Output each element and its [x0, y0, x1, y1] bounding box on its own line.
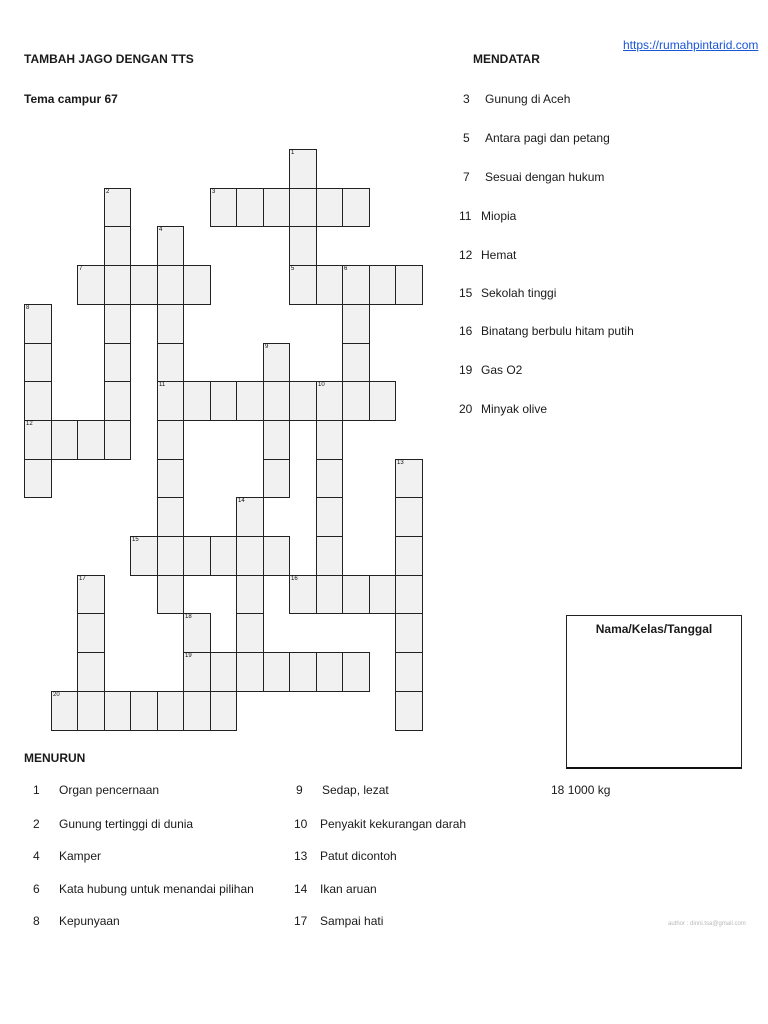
- cell-number: 9: [265, 344, 269, 350]
- grid-cell[interactable]: [236, 613, 264, 653]
- grid-cell[interactable]: [263, 459, 290, 498]
- grid-cell[interactable]: [104, 691, 131, 731]
- cell-number: 8: [26, 305, 30, 311]
- grid-cell[interactable]: [77, 613, 105, 653]
- cell-number: 1: [291, 150, 295, 156]
- grid-cell[interactable]: [289, 188, 317, 227]
- across-clue: [463, 131, 610, 145]
- clue-number: 2: [33, 817, 40, 831]
- cell-number: 20: [53, 692, 60, 698]
- across-clue: [459, 363, 522, 377]
- grid-cell[interactable]: [157, 420, 184, 460]
- grid-cell[interactable]: [210, 188, 237, 227]
- cell-number: 6: [344, 266, 348, 272]
- grid-cell[interactable]: [24, 420, 52, 460]
- grid-cell[interactable]: [289, 652, 317, 692]
- down-clue: [33, 849, 101, 863]
- clue-number: 9: [296, 783, 303, 797]
- grid-cell[interactable]: [316, 497, 343, 537]
- grid-cell[interactable]: [395, 536, 423, 576]
- grid-cell[interactable]: [395, 497, 423, 537]
- grid-cell[interactable]: [395, 691, 423, 731]
- across-clue: [463, 92, 570, 106]
- across-clue: [459, 324, 634, 338]
- grid-cell[interactable]: [316, 420, 343, 460]
- clue-number: 10: [294, 817, 308, 831]
- across-clue: [459, 209, 516, 223]
- clue-number: 13: [294, 849, 308, 863]
- grid-cell[interactable]: [157, 304, 184, 344]
- grid-cell[interactable]: [342, 304, 370, 344]
- grid-cell[interactable]: [24, 304, 52, 344]
- down-clue: [33, 882, 254, 896]
- grid-cell[interactable]: [77, 691, 105, 731]
- grid-cell[interactable]: [183, 536, 211, 576]
- cell-number: 5: [291, 266, 295, 272]
- grid-cell[interactable]: [210, 536, 237, 576]
- grid-cell[interactable]: [77, 420, 105, 460]
- clue-text: Kamper: [59, 849, 102, 863]
- grid-cell[interactable]: [263, 420, 290, 460]
- grid-cell[interactable]: [236, 381, 264, 421]
- clue-text: Hemat: [481, 248, 517, 262]
- grid-cell[interactable]: [157, 536, 184, 576]
- clue-text: Sekolah tinggi: [481, 286, 557, 300]
- cell-number: 3: [212, 189, 216, 195]
- cell-number: 10: [318, 382, 325, 388]
- grid-cell[interactable]: [236, 188, 264, 227]
- clue-text: Kepunyaan: [59, 914, 120, 928]
- grid-cell[interactable]: [395, 613, 423, 653]
- grid-cell[interactable]: [157, 691, 184, 731]
- cell-number: 16: [291, 576, 298, 582]
- grid-cell[interactable]: [77, 652, 105, 692]
- across-clue: [463, 170, 604, 184]
- down-clue: [296, 783, 389, 797]
- cell-number: 2: [106, 189, 110, 195]
- grid-cell[interactable]: [104, 188, 131, 227]
- cell-number: 18: [185, 614, 192, 620]
- grid-cell[interactable]: [157, 459, 184, 498]
- grid-cell[interactable]: [210, 691, 237, 731]
- down-clue: [33, 783, 159, 797]
- grid-cell[interactable]: [316, 459, 343, 498]
- clue-number: 8: [33, 914, 40, 928]
- grid-cell[interactable]: [263, 652, 290, 692]
- across-clue: [459, 286, 556, 300]
- grid-cell[interactable]: [210, 381, 237, 421]
- clue-text: Penyakit kekurangan darah: [320, 817, 467, 831]
- grid-cell[interactable]: [263, 188, 290, 227]
- grid-cell[interactable]: [395, 265, 423, 305]
- down-clue: [551, 783, 610, 797]
- clue-text: Sedap, lezat: [322, 783, 389, 797]
- clue-number: 11: [459, 209, 472, 223]
- cell-number: 12: [26, 421, 33, 427]
- clue-text: Gunung tertinggi di dunia: [59, 817, 194, 831]
- clue-text: Gas O2: [481, 363, 523, 377]
- grid-cell[interactable]: [183, 652, 211, 692]
- grid-cell[interactable]: [395, 652, 423, 692]
- name-box-label: Nama/Kelas/Tanggal: [595, 622, 713, 636]
- clue-text: Kata hubung untuk menandai pilihan: [59, 882, 254, 896]
- grid-cell[interactable]: [24, 381, 52, 421]
- clue-number: 20: [459, 402, 473, 416]
- down-clue: [33, 817, 193, 831]
- grid-cell[interactable]: [183, 265, 211, 305]
- grid-cell[interactable]: [263, 343, 290, 382]
- grid-cell[interactable]: [289, 226, 317, 266]
- clue-text: 1000 kg: [567, 783, 611, 797]
- grid-cell[interactable]: [369, 381, 396, 421]
- clue-number: 16: [459, 324, 473, 338]
- grid-cell[interactable]: [183, 381, 211, 421]
- cell-number: 13: [397, 460, 404, 466]
- grid-cell[interactable]: [316, 381, 343, 421]
- grid-cell[interactable]: [263, 536, 290, 576]
- grid-cell[interactable]: [236, 536, 264, 576]
- grid-cell[interactable]: [130, 536, 158, 576]
- grid-cell[interactable]: [342, 265, 370, 305]
- clue-number: 19: [459, 363, 473, 377]
- grid-cell[interactable]: [316, 575, 343, 614]
- clue-text: Minyak olive: [481, 402, 548, 416]
- down-clue: [294, 914, 383, 928]
- grid-cell[interactable]: [289, 575, 317, 614]
- grid-cell[interactable]: [130, 265, 158, 305]
- grid-cell[interactable]: [342, 652, 370, 692]
- grid-cell[interactable]: [210, 652, 237, 692]
- cell-number: 14: [238, 498, 245, 504]
- grid-cell[interactable]: [157, 226, 184, 266]
- grid-cell[interactable]: [51, 691, 78, 731]
- grid-cell[interactable]: [24, 459, 52, 498]
- grid-cell[interactable]: [157, 381, 184, 421]
- grid-cell[interactable]: [369, 265, 396, 305]
- grid-cell[interactable]: [157, 265, 184, 305]
- clue-text: Ikan aruan: [320, 882, 377, 896]
- down-clue: [33, 914, 120, 928]
- clue-text: Patut dicontoh: [320, 849, 397, 863]
- grid-cell[interactable]: [104, 343, 131, 382]
- clue-number: 17: [294, 914, 308, 928]
- grid-cell[interactable]: [263, 381, 290, 421]
- page-title: TAMBAH JAGO DENGAN TTS: [24, 52, 194, 66]
- across-heading: MENDATAR: [473, 52, 540, 66]
- cell-number: 19: [185, 653, 192, 659]
- cell-number: 15: [132, 537, 139, 543]
- grid-cell[interactable]: [157, 575, 184, 614]
- grid-cell[interactable]: [24, 343, 52, 382]
- grid-cell[interactable]: [183, 613, 211, 653]
- grid-cell[interactable]: [342, 381, 370, 421]
- grid-cell[interactable]: [236, 652, 264, 692]
- grid-cell[interactable]: [316, 536, 343, 576]
- grid-cell[interactable]: [236, 497, 264, 537]
- down-clue: [294, 882, 377, 896]
- grid-cell[interactable]: [104, 381, 131, 421]
- grid-cell[interactable]: [51, 420, 78, 460]
- grid-cell[interactable]: [236, 575, 264, 614]
- author-credit: author : dinni.tsa@gmail.com: [668, 921, 746, 927]
- across-clue: [459, 248, 516, 262]
- grid-cell[interactable]: [77, 265, 105, 305]
- down-heading: MENURUN: [24, 751, 86, 765]
- cell-number: 11: [159, 382, 166, 388]
- clue-number: 6: [33, 882, 40, 896]
- grid-cell[interactable]: [316, 652, 343, 692]
- grid-cell[interactable]: [104, 304, 131, 344]
- down-clue: [294, 849, 397, 863]
- grid-cell[interactable]: [395, 459, 423, 498]
- clue-text: Organ pencernaan: [59, 783, 160, 797]
- theme-label: Tema campur 67: [24, 92, 118, 106]
- grid-cell[interactable]: [289, 381, 317, 421]
- clue-number: 18: [551, 783, 565, 797]
- across-clue: [459, 402, 547, 416]
- grid-cell[interactable]: [104, 265, 131, 305]
- cell-number: 17: [79, 576, 86, 582]
- grid-cell[interactable]: [130, 691, 158, 731]
- clue-text: Gunung di Aceh: [485, 92, 571, 106]
- clue-number: 4: [33, 849, 40, 863]
- grid-cell[interactable]: [183, 691, 211, 731]
- clue-text: Miopia: [481, 209, 517, 223]
- grid-cell[interactable]: [316, 188, 343, 227]
- clue-number: 14: [294, 882, 308, 896]
- clue-number: 5: [463, 131, 470, 145]
- cell-number: 7: [79, 266, 83, 272]
- grid-cell[interactable]: [369, 575, 396, 614]
- grid-cell[interactable]: [157, 343, 184, 382]
- clue-number: 7: [463, 170, 470, 184]
- cell-number: 4: [159, 227, 163, 233]
- clue-text: Sesuai dengan hukum: [485, 170, 605, 184]
- grid-cell[interactable]: [342, 343, 370, 382]
- site-link[interactable]: https://rumahpintarid.com: [623, 38, 759, 52]
- grid-cell[interactable]: [316, 265, 343, 305]
- clue-number: 1: [33, 783, 40, 797]
- clue-text: Binatang berbulu hitam putih: [481, 324, 634, 338]
- grid-cell[interactable]: [342, 188, 370, 227]
- grid-cell[interactable]: [342, 575, 370, 614]
- grid-cell[interactable]: [289, 265, 317, 305]
- clue-number: 3: [463, 92, 470, 106]
- name-box[interactable]: [566, 615, 742, 769]
- down-clue: [294, 817, 466, 831]
- grid-cell[interactable]: [157, 497, 184, 537]
- clue-number: 12: [459, 248, 473, 262]
- grid-cell[interactable]: [104, 226, 131, 266]
- clue-number: 15: [459, 286, 473, 300]
- grid-cell[interactable]: [395, 575, 423, 614]
- clue-text: Sampai hati: [320, 914, 384, 928]
- grid-cell[interactable]: [77, 575, 105, 614]
- clue-text: Antara pagi dan petang: [485, 131, 610, 145]
- grid-cell[interactable]: [104, 420, 131, 460]
- grid-cell[interactable]: [289, 149, 317, 189]
